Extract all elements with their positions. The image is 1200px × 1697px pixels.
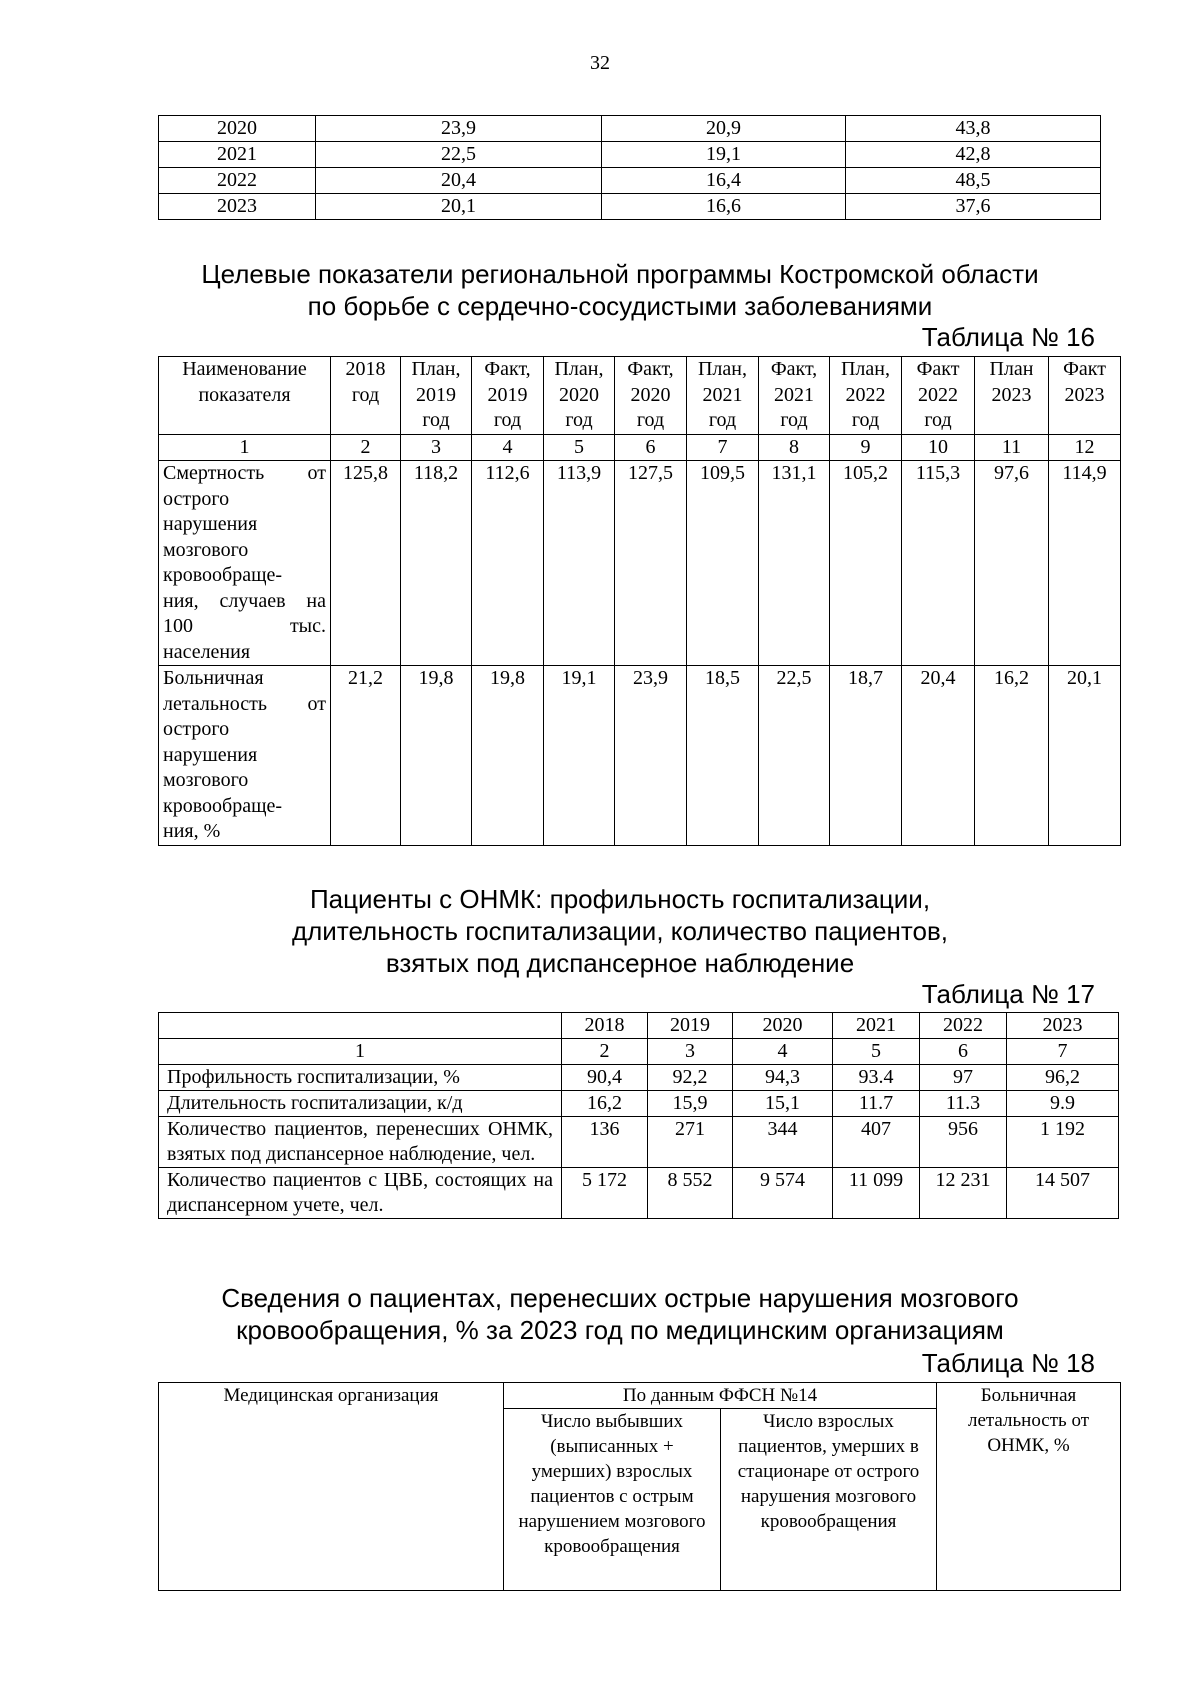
section-17-title	[160, 883, 1080, 979]
column-number: 12	[1049, 434, 1121, 461]
table-cell: 37,6	[846, 194, 1101, 220]
table-18-label: Таблица № 18	[921, 1348, 1095, 1378]
table-cell: 23,9	[615, 666, 687, 846]
table-cell: 112,6	[472, 461, 544, 666]
table-cell: 20,4	[902, 666, 975, 846]
column-header: 2020	[733, 1013, 833, 1039]
column-number: 1	[159, 1039, 562, 1065]
table-cell: 90,4	[562, 1065, 648, 1091]
table-cell: 407	[833, 1117, 920, 1168]
column-number: 3	[401, 434, 472, 461]
table-cell: 22,5	[316, 142, 602, 168]
table-cell: 92,2	[648, 1065, 733, 1091]
row-name: Длительность госпитализации, к/д	[159, 1091, 562, 1117]
table-cell: 2023	[159, 194, 316, 220]
table-cell: 2020	[159, 116, 316, 142]
section-16-title-line2: по борьбе с сердечно-сосудистыми заболеваниями	[307, 291, 933, 321]
table-16-label: Таблица № 16	[921, 322, 1095, 352]
row-name-line: 100 тыс.	[163, 615, 326, 637]
table-cell: 9.9	[1007, 1091, 1119, 1117]
table-cell: 43,8	[846, 116, 1101, 142]
table-cell: 956	[920, 1117, 1007, 1168]
table-cell: 11.7	[833, 1091, 920, 1117]
column-number: 8	[759, 434, 830, 461]
column-header: План, 2021 год	[687, 357, 759, 435]
row-name-line: населения	[163, 640, 251, 663]
column-header: Факт 2022 год	[902, 357, 975, 435]
table-cell: 20,1	[1049, 666, 1121, 846]
table-cell: 42,8	[846, 142, 1101, 168]
column-header: 2018 год	[331, 357, 401, 435]
row-name-line: Смертность от	[163, 462, 326, 484]
table-cell: 15,9	[648, 1091, 733, 1117]
column-number: 2	[331, 434, 401, 461]
row-name-line: кровообраще-	[163, 564, 283, 586]
column-header: 2018	[562, 1013, 648, 1039]
column-header: План 2023	[975, 357, 1049, 435]
table-cell: 19,8	[401, 666, 472, 846]
column-header: План, 2020 год	[544, 357, 615, 435]
table-cell: 20,1	[316, 194, 602, 220]
table-cell: 96,2	[1007, 1065, 1119, 1091]
column-number: 5	[833, 1039, 920, 1065]
column-number: 2	[562, 1039, 648, 1065]
table-cell: 115,3	[902, 461, 975, 666]
column-header: Наименование показателя	[159, 357, 331, 435]
table-cell: 15,1	[733, 1091, 833, 1117]
row-name-line: острого	[163, 487, 230, 510]
column-header: 2023	[1007, 1013, 1119, 1039]
table-cell: 113,9	[544, 461, 615, 666]
table-cell: 2022	[159, 168, 316, 194]
row-name: Количество пациентов, перенесших ОНМК, взятых под диспансерное наблюдение, чел.	[159, 1117, 562, 1168]
column-header: Факт, 2021 год	[759, 357, 830, 435]
row-name-line: мозгового	[163, 538, 249, 561]
column-number: 4	[472, 434, 544, 461]
table-cell: 20,4	[316, 168, 602, 194]
column-number: 7	[687, 434, 759, 461]
column-number: 4	[733, 1039, 833, 1065]
table-row	[159, 1065, 1119, 1091]
row-name-line: ния, %	[163, 820, 221, 842]
section-18-title-line2: кровообращения, % за 2023 год по медицинским организациям	[236, 1315, 1004, 1345]
table-15-continuation	[158, 115, 1101, 220]
column-number: 5	[544, 434, 615, 461]
table-cell: 109,5	[687, 461, 759, 666]
table-cell: 48,5	[846, 168, 1101, 194]
table-cell: 12 231	[920, 1168, 1007, 1219]
table-row	[159, 168, 1101, 194]
table-cell: 19,8	[472, 666, 544, 846]
table-16	[158, 356, 1121, 846]
table-cell: 20,9	[602, 116, 846, 142]
section-16-title	[160, 258, 1080, 322]
table-cell: 23,9	[316, 116, 602, 142]
row-name	[159, 666, 331, 846]
table-cell: 1 192	[1007, 1117, 1119, 1168]
row-name-line: летальность от	[163, 692, 326, 715]
table-cell: 271	[648, 1117, 733, 1168]
column-header: 2021	[833, 1013, 920, 1039]
row-name: Количество пациентов с ЦВБ, состоящих на диспансерном учете, чел.	[159, 1168, 562, 1219]
table-header-row	[159, 357, 1121, 435]
table-cell: 118,2	[401, 461, 472, 666]
table-number-row	[159, 1039, 1119, 1065]
table-cell: 127,5	[615, 461, 687, 666]
table-cell: 11.3	[920, 1091, 1007, 1117]
table-cell: 105,2	[830, 461, 902, 666]
column-number: 11	[975, 434, 1049, 461]
table-cell: 93.4	[833, 1065, 920, 1091]
table-cell: 22,5	[759, 666, 830, 846]
column-number: 6	[615, 434, 687, 461]
table-cell: 16,4	[602, 168, 846, 194]
table-cell: 11 099	[833, 1168, 920, 1219]
table-cell: 94,3	[733, 1065, 833, 1091]
row-name-line: нарушения	[163, 513, 258, 535]
row-name	[159, 461, 331, 666]
table-cell: 19,1	[544, 666, 615, 846]
table-row	[159, 1091, 1119, 1117]
table-17	[158, 1012, 1119, 1219]
table-cell: 18,7	[830, 666, 902, 846]
empty-header-cell	[159, 1013, 562, 1039]
table-row	[159, 666, 1121, 846]
table-cell: 8 552	[648, 1168, 733, 1219]
column-header: Факт, 2020 год	[615, 357, 687, 435]
table-header-row	[159, 1013, 1119, 1039]
section-16-title-line1: Целевые показатели региональной программы Костромской области	[201, 259, 1039, 289]
table-cell: 2021	[159, 142, 316, 168]
column-number: 6	[920, 1039, 1007, 1065]
table-cell: 5 172	[562, 1168, 648, 1219]
table-17-label: Таблица № 17	[921, 979, 1095, 1009]
table-cell: 97,6	[975, 461, 1049, 666]
table-cell: 16,6	[602, 194, 846, 220]
row-name-line: нарушения	[163, 743, 258, 766]
table-18	[158, 1382, 1121, 1591]
table-row	[159, 461, 1121, 666]
table-cell: 114,9	[1049, 461, 1121, 666]
table-18-header-lethality: Больничная летальность от ОНМК, %	[937, 1383, 1121, 1591]
column-header: Факт 2023	[1049, 357, 1121, 435]
section-18-title	[160, 1282, 1080, 1346]
section-17-title-line1: Пациенты с ОНМК: профильность госпитализации,	[309, 884, 931, 914]
table-cell: 136	[562, 1117, 648, 1168]
column-header: 2019	[648, 1013, 733, 1039]
column-header: Факт, 2019 год	[472, 357, 544, 435]
table-cell: 21,2	[331, 666, 401, 846]
table-row	[159, 1117, 1119, 1168]
row-name: Профильность госпитализации, %	[159, 1065, 562, 1091]
table-row	[159, 142, 1101, 168]
section-18-title-line1: Сведения о пациентах, перенесших острые нарушения мозгового	[221, 1283, 1019, 1313]
column-header: 2022	[920, 1013, 1007, 1039]
table-18-header-discharged: Число выбывших (выписанных + умерших) взрослых пациентов с острым нарушением мозгового кровообращения	[504, 1409, 721, 1591]
column-header: План, 2022 год	[830, 357, 902, 435]
table-cell: 14 507	[1007, 1168, 1119, 1219]
table-cell: 344	[733, 1117, 833, 1168]
table-cell: 16,2	[975, 666, 1049, 846]
row-name-line: Больничная	[163, 667, 264, 689]
table-row	[159, 1168, 1119, 1219]
column-header: План, 2019 год	[401, 357, 472, 435]
table-18-header-organization: Медицинская организация	[159, 1383, 504, 1591]
column-number: 9	[830, 434, 902, 461]
section-17-title-line2: длительность госпитализации, количество пациентов,	[291, 916, 949, 946]
table-18-header-ffsn: По данным ФФСН №14	[504, 1383, 937, 1409]
table-row	[159, 194, 1101, 220]
table-cell: 9 574	[733, 1168, 833, 1219]
table-18-header-died: Число взрослых пациентов, умерших в стационаре от острого нарушения мозгового кровообращения	[721, 1409, 937, 1591]
page-number: 32	[590, 52, 610, 74]
row-name-line: острого	[163, 718, 230, 740]
table-cell: 16,2	[562, 1091, 648, 1117]
column-number: 3	[648, 1039, 733, 1065]
table-cell: 97	[920, 1065, 1007, 1091]
table-cell: 125,8	[331, 461, 401, 666]
row-name-line: мозгового	[163, 769, 249, 791]
column-number: 10	[902, 434, 975, 461]
column-number: 1	[159, 434, 331, 461]
column-number: 7	[1007, 1039, 1119, 1065]
section-17-title-line3: взятых под диспансерное наблюдение	[385, 948, 855, 978]
row-name-line: кровообраще-	[163, 794, 283, 817]
table-row	[159, 116, 1101, 142]
table-cell: 19,1	[602, 142, 846, 168]
table-number-row	[159, 434, 1121, 461]
table-cell: 18,5	[687, 666, 759, 846]
row-name-line: ния, случаев на	[163, 589, 326, 612]
table-cell: 131,1	[759, 461, 830, 666]
